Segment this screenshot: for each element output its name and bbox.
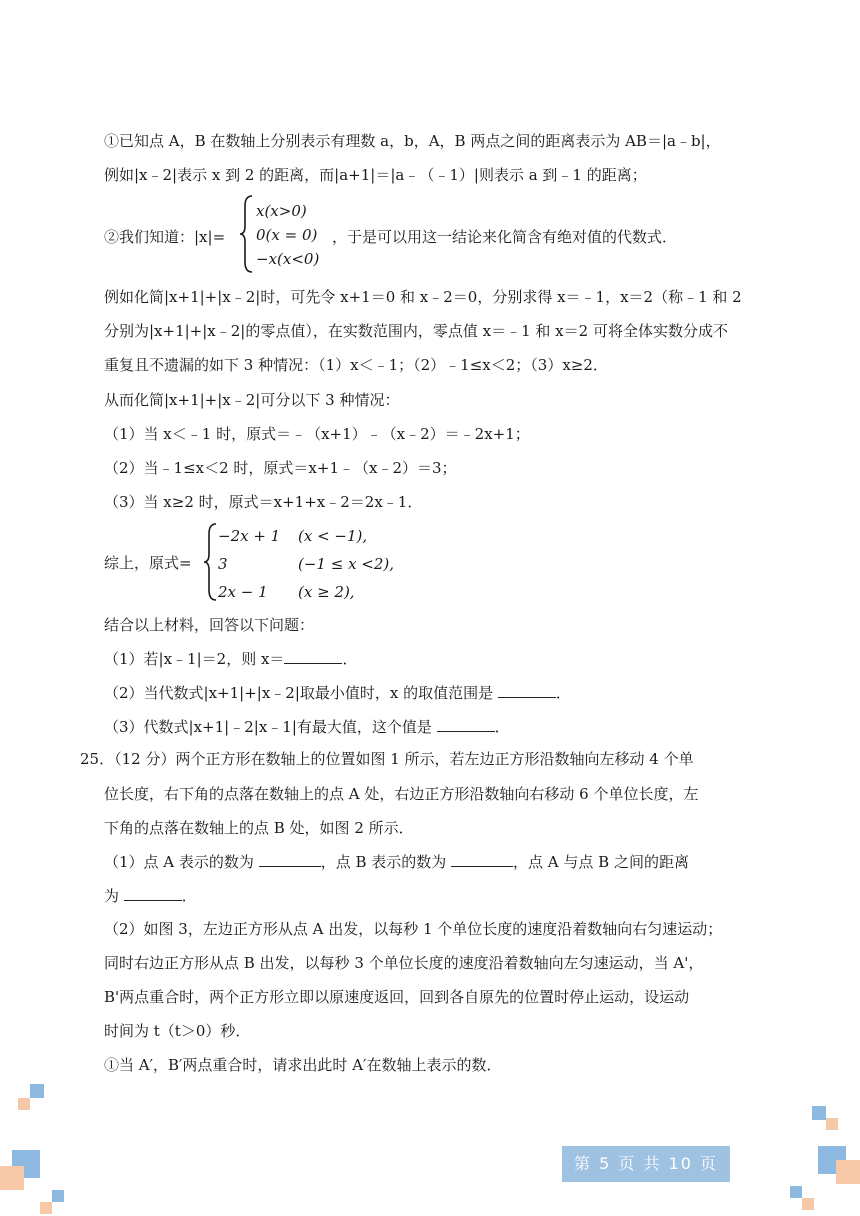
abs-definition-tail: ，于是可以用这一结论来化简含有绝对值的代数式． (332, 228, 678, 246)
deco-square (18, 1098, 30, 1110)
summary-row-2-expr: 3 (218, 555, 228, 573)
text-line: ①已知点 A，B 在数轴上分别表示有理数 a，b，A，B 两点之间的距离表示为 AB＝|a﹣b|， (104, 132, 721, 150)
answer-blank-A[interactable] (259, 852, 321, 867)
answer-blank-3[interactable] (437, 717, 495, 732)
question-1: （1）若|x﹣1|＝2，则 x＝ ． (104, 650, 358, 668)
question-2: （2）当代数式|x+1|+|x﹣2|取最小值时，x 的取值范围是 ． (104, 684, 571, 702)
answer-blank-1[interactable] (284, 649, 342, 664)
text-line: 位长度，右下角的点落在数轴上的点 A 处，右边正方形沿数轴向右移动 6 个单位长度，左 (104, 785, 699, 803)
answer-blank-2[interactable] (498, 683, 556, 698)
text-line: （1）当 x＜﹣1 时，原式＝﹣（x+1）﹣（x﹣2）＝﹣2x+1； (104, 425, 530, 443)
deco-square (30, 1084, 44, 1098)
text-line: ①当 A′，B′两点重合时，请求出此时 A′在数轴上表示的数． (104, 1056, 502, 1074)
answer-blank-B[interactable] (451, 852, 513, 867)
summary-brace (202, 522, 218, 606)
text-line: 从而化简|x+1|+|x﹣2|可分以下 3 种情况： (104, 391, 400, 409)
text-line: 25．（12 分）两个正方形在数轴上的位置如图 1 所示，若左边正方形沿数轴向左移动 4 个单 (80, 750, 694, 768)
summary-row-3-cond: (x ≥ 2), (298, 583, 355, 601)
abs-definition-brace (238, 194, 254, 278)
deco-square (790, 1186, 802, 1198)
abs-row-zero: 0(x = 0) (256, 226, 318, 244)
text-line: （2）当﹣1≤x＜2 时，原式＝x+1﹣（x﹣2）＝3； (104, 459, 457, 477)
text-line: 同时右边正方形从点 B 出发，以每秒 3 个单位长度的速度沿着数轴向左匀速运动，当 A'， (104, 954, 704, 972)
page-number-footer: 第 5 页 共 10 页 (562, 1146, 730, 1182)
question-3: （3）代数式|x+1|﹣2|x﹣1|有最大值，这个值是 ． (104, 718, 510, 736)
text-line: 例如化简|x+1|+|x﹣2|时，可先令 x+1＝0 和 x﹣2＝0，分别求得 x＝﹣1，x＝2（称﹣1 和 2 (104, 288, 742, 306)
text-line: （3）当 x≥2 时，原式＝x+1+x﹣2＝2x﹣1． (104, 493, 423, 511)
answer-blank-AB[interactable] (124, 886, 182, 901)
summary-row-3-expr: 2x − 1 (218, 583, 268, 601)
text-line: B'两点重合时，两个正方形立即以原速度返回，回到各自原先的位置时停止运动，设运动 (104, 988, 690, 1006)
text-line: 例如|x﹣2|表示 x 到 2 的距离，而|a+1|＝|a﹣（﹣1）|则表示 a 到﹣1 的距离； (104, 166, 647, 184)
text-line: 下角的点落在数轴上的点 B 处，如图 2 所示． (104, 819, 414, 837)
text-line: 时间为 t（t＞0）秒． (104, 1022, 251, 1040)
summary-row-2-cond: (−1 ≤ x <2), (298, 555, 395, 573)
deco-square (826, 1118, 838, 1130)
text-line: 重复且不遗漏的如下 3 种情况：（1）x＜﹣1；（2）﹣1≤x＜2；（3）x≥2． (104, 356, 608, 374)
summary-row-1-cond: (x < −1), (298, 527, 368, 545)
text-line: 结合以上材料，回答以下问题： (104, 616, 315, 634)
text-line: （2）如图 3，左边正方形从点 A 出发，以每秒 1 个单位长度的速度沿着数轴向右匀速运动； (104, 920, 723, 938)
deco-square (52, 1190, 64, 1202)
summary-row-1-expr: −2x + 1 (218, 527, 281, 545)
abs-definition-lead: ②我们知道：|x|= (104, 228, 226, 246)
text-line: 分别为|x+1|+|x﹣2|的零点值），在实数范围内，零点值 x＝﹣1 和 x＝2 可将全体实数分成不 (104, 322, 728, 340)
abs-row-positive: x(x>0) (256, 202, 307, 220)
deco-square (812, 1106, 826, 1120)
deco-square (802, 1198, 814, 1210)
deco-square (0, 1166, 24, 1190)
deco-square (40, 1202, 52, 1214)
abs-row-negative: −x(x<0) (256, 250, 320, 268)
summary-lead: 综上，原式= (104, 554, 192, 572)
deco-square (836, 1160, 860, 1184)
q25-part1-line2: 为 ． (104, 887, 197, 905)
q25-part1-line1: （1）点 A 表示的数为 ，点 B 表示的数为 ，点 A 与点 B 之间的距离 (104, 853, 689, 871)
